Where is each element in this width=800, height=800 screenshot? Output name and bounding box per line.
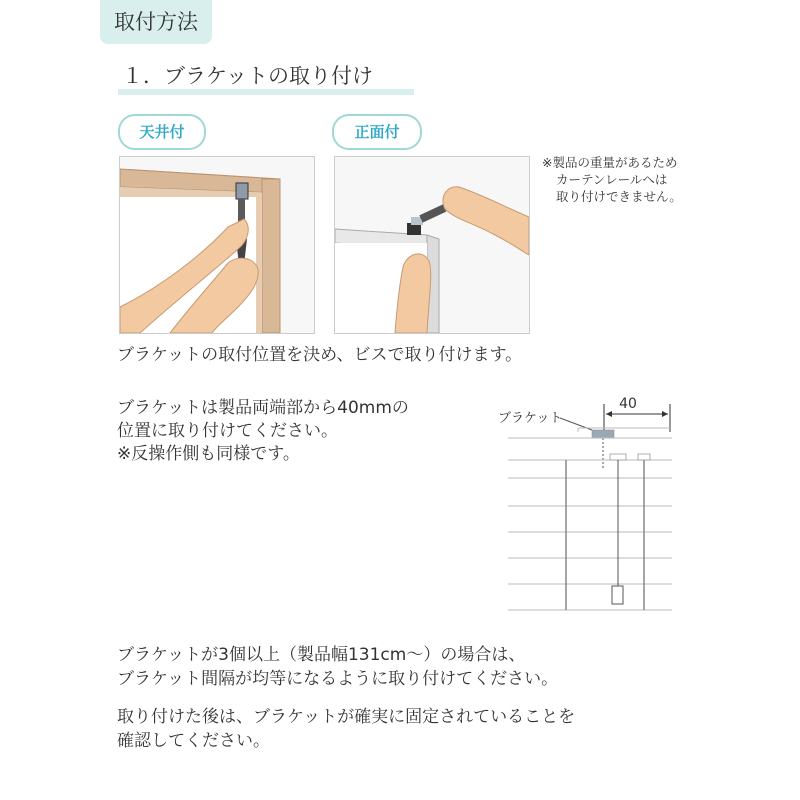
bracket-position-diagram — [494, 390, 684, 616]
note-line: カーテンレールへは — [556, 172, 668, 187]
spacing-instructions — [117, 643, 558, 691]
front-mount-illustration — [334, 156, 530, 334]
section-header: 取付方法 — [100, 0, 212, 44]
instruction-line: ※反操作側も同様です。 — [117, 444, 300, 464]
position-instructions — [117, 397, 409, 466]
instruction-line: ブラケット間隔が均等になるように取り付けてください。 — [117, 669, 559, 689]
hand-screwdriver-front-mount-icon — [335, 157, 529, 333]
confirm-instructions — [117, 705, 575, 753]
instruction-line: ブラケットが3個以上（製品幅131cm～）の場合は、 — [117, 645, 526, 665]
ceiling-mount-illustration — [119, 156, 315, 334]
instruction-line: 位置に取り付けてください。 — [117, 421, 338, 441]
instruction-line: 取り付けた後は、ブラケットが確実に固定されていることを — [117, 707, 576, 727]
weight-warning-note — [542, 154, 682, 205]
mounting-caption: ブラケットの取付位置を決め、ビスで取り付けます。 — [117, 345, 523, 365]
front-mount-label: 正面付 — [332, 114, 422, 150]
instruction-line: 確認してください。 — [117, 731, 270, 751]
note-line: 取り付けできません。 — [556, 189, 682, 204]
bracket-label: ブラケット — [498, 411, 563, 426]
distance-label: 40 — [619, 396, 637, 412]
instruction-line: ブラケットは製品両端部から40mmの — [117, 398, 409, 418]
ceiling-mount-label: 天井付 — [118, 114, 206, 150]
note-line: ※製品の重量があるため — [542, 155, 678, 170]
step-title: １．ブラケットの取り付け — [122, 64, 373, 88]
hand-screwdriver-ceiling-mount-icon — [120, 157, 314, 333]
